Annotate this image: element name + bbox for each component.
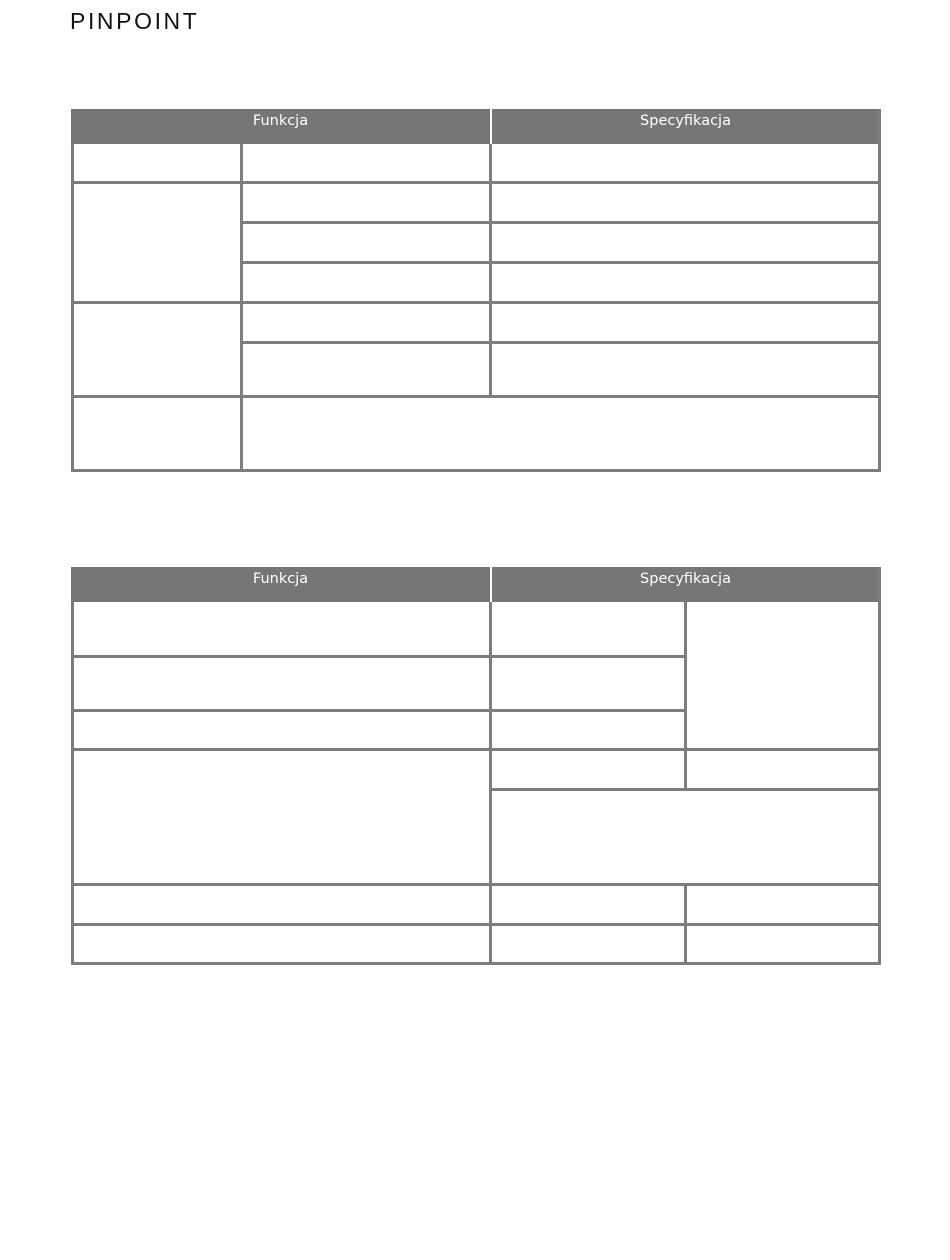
table-2-row-sep-2	[71, 709, 687, 712]
table-2-header-function-label: Funkcja	[252, 571, 309, 587]
table-2-border-right	[878, 567, 881, 965]
table-1-row-sep-2	[240, 221, 881, 224]
table-1-col-sep-1	[240, 144, 243, 469]
table-1-border-bottom	[71, 469, 881, 472]
table-2-row-sep-3	[71, 748, 881, 751]
table-1-border-right	[878, 109, 881, 472]
table-1-header-function	[71, 109, 490, 144]
pinpoint-logo: PINPOINT	[70, 8, 200, 34]
table-2-col-sep-2a	[684, 602, 687, 789]
table-2-row-sep-6	[71, 923, 881, 926]
table-2-header-spec-label: Specyfikacja	[640, 571, 731, 587]
table-2-border-bottom	[71, 962, 881, 965]
table-1-row-sep-6	[71, 395, 881, 398]
spec-table-2	[71, 567, 881, 965]
table-1-header-spec	[492, 109, 879, 144]
table-2-row-sep-1	[71, 655, 687, 658]
table-2-row-sep-4	[489, 788, 881, 791]
table-2-header-function	[71, 567, 490, 602]
table-1-row-sep-4	[71, 301, 881, 304]
table-1-row-sep-1	[71, 181, 881, 184]
table-1-header-function-label: Funkcja	[252, 113, 309, 129]
table-1-header-spec-label: Specyfikacja	[640, 113, 731, 129]
table-1-row-sep-5	[240, 341, 881, 344]
table-1-border-left	[71, 144, 74, 472]
table-1-row-sep-3	[240, 261, 881, 264]
spec-table-1	[71, 109, 881, 472]
table-2-row-sep-5	[71, 883, 881, 886]
table-2-header-spec	[492, 567, 879, 602]
